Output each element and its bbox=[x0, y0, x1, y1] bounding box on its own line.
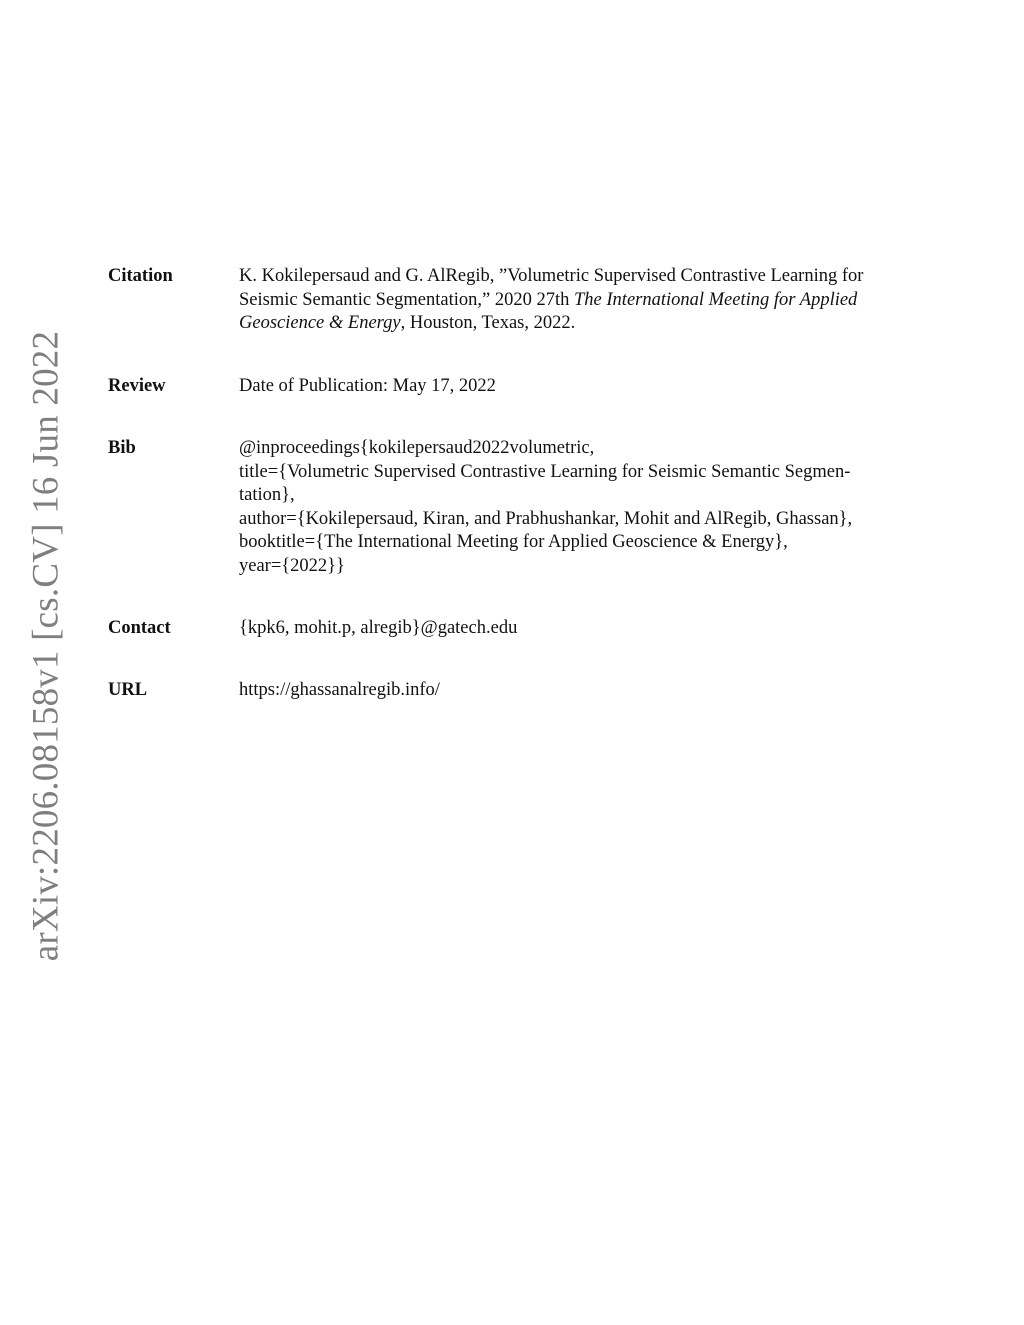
bib-entry bbox=[239, 437, 908, 578]
bib-line: title={Volumetric Supervised Contrastive Learning for Seismic Semantic Segmen- bbox=[239, 461, 851, 482]
review-row bbox=[108, 375, 908, 399]
citation-line-3-suffix: , Houston, Texas, 2022. bbox=[400, 313, 576, 333]
bib-line: author={Kokilepersaud, Kiran, and Prabhushankar, Mohit and AlRegib, Ghassan}, bbox=[239, 508, 853, 529]
contact-row bbox=[108, 617, 908, 641]
url-row bbox=[108, 679, 908, 703]
citation-text bbox=[239, 265, 908, 336]
citation-venue-italic-part-1: The International Meeting for Applied bbox=[574, 289, 858, 310]
bib-line: tation}, bbox=[239, 485, 295, 505]
bib-row bbox=[108, 437, 908, 578]
review-text: Date of Publication: May 17, 2022 bbox=[239, 376, 496, 396]
citation-line-2-prefix: Seismic Semantic Segmentation,” 2020 27th bbox=[239, 289, 575, 310]
contact-label: Contact bbox=[108, 618, 171, 638]
arxiv-identifier-stamp: arXiv:2206.08158v1 [cs.CV] 16 Jun 2022 bbox=[25, 330, 67, 962]
contact-email: {kpk6, mohit.p, alregib}@gatech.edu bbox=[239, 618, 518, 638]
website-link[interactable]: https://ghassanalregib.info/ bbox=[239, 680, 440, 700]
citation-row bbox=[108, 265, 908, 336]
bib-line: booktitle={The International Meeting for Applied Geoscience & Energy}, bbox=[239, 532, 788, 552]
citation-label: Citation bbox=[108, 266, 173, 286]
bib-line: year={2022}} bbox=[239, 555, 345, 576]
citation-line-2 bbox=[239, 289, 908, 313]
review-label: Review bbox=[108, 376, 166, 396]
bib-line: @inproceedings{kokilepersaud2022volumetric, bbox=[239, 438, 595, 458]
url-label: URL bbox=[108, 680, 148, 700]
bib-label: Bib bbox=[108, 438, 136, 458]
citation-line-1: K. Kokilepersaud and G. AlRegib, ”Volumetric Supervised Contrastive Learning for bbox=[239, 266, 864, 286]
citation-line-3 bbox=[239, 312, 908, 336]
citation-venue-italic-part-2: Geoscience & Energy bbox=[239, 313, 401, 333]
